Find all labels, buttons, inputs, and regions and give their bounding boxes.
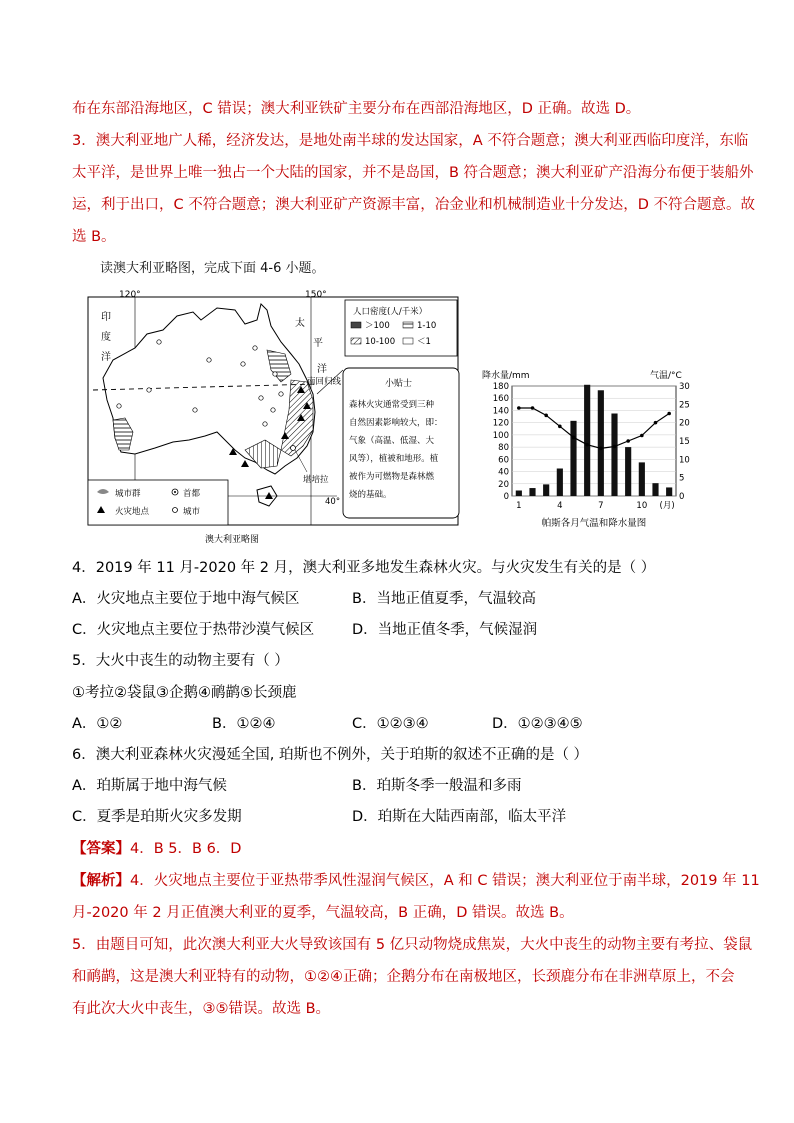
legend-city: 城市 [183,507,201,517]
precip-tick-label: 0 [503,492,509,502]
precip-tick-label: 140 [492,406,509,417]
analysis-line-2: 3．澳大利亚地广人稀，经济发达，是地处南半球的发达国家，A 不符合题意；澳大利亚西临印度洋，东临 [72,133,749,149]
lat-40-label: 40° [325,497,341,507]
x-tick-label: 1 [516,501,522,511]
precip-axis-label: 降水量/mm [482,371,530,381]
q6-option-b: B．珀斯冬季一般温和多雨 [352,778,522,794]
q4-option-a: A．火灾地点主要位于地中海气候区 [72,591,300,607]
q6-option-c: C．夏季是珀斯火灾多发期 [72,809,242,825]
precip-tick-label: 80 [498,443,509,454]
legend-fire: 火灾地点 [115,507,150,517]
precip-tick-label: 160 [492,394,509,405]
lon-150-label: 150° [305,290,327,300]
perth-climate-chart [480,360,720,540]
temperature-point [531,406,535,410]
precip-bar [598,390,604,496]
analysis-line-5: 有此次大火中丧生，③⑤错误。故选 B。 [72,1001,331,1017]
q5-option-d: D．①②③④⑤ [492,716,583,732]
lon-120-label: 120° [119,290,141,300]
density-legend-item: ＞100 [365,321,390,331]
temperature-point [599,447,603,451]
tropic-label: 南回归线 [307,377,342,387]
tip-line: 气象（高温、低湿、大 [349,436,435,446]
q4-option-b: B．当地正值夏季，气温较高 [352,591,536,607]
temperature-point [640,434,644,438]
q5-option-c: C．①②③④ [352,716,429,732]
australia-map [85,290,465,550]
temperature-point [626,439,630,443]
q5-stem: 5．大火中丧生的动物主要有（ ） [72,653,289,669]
x-tick-label: 7 [598,501,604,511]
ocean-char: 太 [295,318,305,329]
analysis-line-4: 运，利于出口，C 不符合题意；澳大利亚矿产资源丰富，冶金业和机械制造业十分发达，D 不符合题意。故 [72,197,756,213]
precip-bar [666,487,672,496]
density-legend-title: 人口密度(人/千米） [353,307,428,317]
analysis-tag: 【解析】 [72,873,130,889]
map-caption: 澳大利亚略图 [205,535,260,545]
q6-stem: 6．澳大利亚森林火灾漫延全国, 珀斯也不例外，关于珀斯的叙述不正确的是（ ） [72,747,589,763]
tip-title: 小贴士 [385,379,413,389]
ocean-char: 印 [101,312,111,323]
answer-tag: 【答案】 [72,841,130,857]
chart-frame [512,386,676,496]
q4-stem: 4．2019 年 11 月-2020 年 2 月，澳大利亚多地发生森林火灾。与火灾发生有关的是（ ） [72,560,656,576]
precip-bar [652,483,658,496]
ocean-char: 度 [101,332,111,343]
analysis-line-1 [72,871,760,891]
ocean-char: 洋 [101,352,111,363]
precip-bar [570,421,576,496]
temp-tick-label: 5 [679,473,685,484]
ocean-char: 洋 [317,364,327,375]
temp-tick-label: 20 [679,418,690,429]
temperature-point [585,443,589,447]
temp-axis-label: 气温/°C [650,371,682,381]
temperature-point [654,421,658,425]
canberra-label: 堪培拉 [303,475,329,485]
legend-city-cluster: 城市群 [115,489,141,499]
tip-line: 被作为可燃物是森林燃 [349,472,435,482]
density-legend-item: ＜1 [417,337,431,347]
q4-option-c: C．火灾地点主要位于热带沙漠气候区 [72,622,315,638]
analysis-line-4: 和鸸鹋，这是澳大利亚特有的动物，①②④正确；企鹅分布在南极地区，长颈鹿分布在非洲草原上，不会 [72,969,735,985]
precip-tick-label: 20 [498,479,509,490]
analysis-text: 4．火灾地点主要位于亚热带季风性湿润气候区，A 和 C 错误；澳大利亚位于南半球，2019 年 11 [130,873,760,889]
analysis-line-1: 布在东部沿海地区，C 错误；澳大利亚铁矿主要分布在西部沿海地区，D 正确。故选 D。 [72,101,641,117]
temp-tick-label: 15 [679,437,690,447]
temperature-point [558,425,562,429]
answer-text: 4．B 5．B 6．D [130,841,242,857]
precip-bar [625,447,631,496]
answer-line [72,839,241,859]
q5-items: ①考拉②袋鼠③企鹅④鸸鹋⑤长颈鹿 [72,685,297,701]
precip-bar [516,491,522,497]
analysis-line-2: 月-2020 年 2 月正值澳大利亚的夏季，气温较高，B 正确，D 错误。故选 B。 [72,905,574,921]
tip-line: 风等），植被和地形。植 [349,454,439,464]
q6-option-a: A．珀斯属于地中海气候 [72,778,227,794]
precip-bar [529,488,535,496]
analysis-line-3: 太平洋，是世界上唯一独占一个大陆的国家，并不是岛国，B 符合题意；澳大利亚矿产沿海分布便于装船外 [72,165,754,181]
temperature-line [519,408,669,448]
precip-tick-label: 100 [492,430,509,441]
precip-bar [543,484,549,496]
temp-tick-label: 10 [679,455,690,466]
tip-line: 烧的基础。 [349,490,392,500]
temp-tick-label: 0 [679,492,685,502]
temperature-point [667,412,671,416]
legend-capital: 首都 [183,489,201,499]
precip-tick-label: 120 [492,418,509,429]
temperature-point [572,436,576,440]
tip-line: 自然因素影响较大，即： [349,418,443,428]
q4-option-d: D．当地正值冬季，气候湿润 [352,622,538,638]
q5-option-a: A．①② [72,716,123,732]
precip-bar [557,469,563,497]
precip-bar [584,385,590,496]
precip-tick-label: 60 [498,455,509,466]
precip-tick-label: 40 [498,467,509,478]
chart-title: 帕斯各月气温和降水量图 [541,518,647,529]
temp-tick-label: 30 [679,382,690,392]
x-tick-label: 4 [557,501,563,511]
temperature-point [613,445,617,449]
temperature-point [544,414,548,418]
temperature-point [517,406,521,410]
reading-intro: 读澳大利亚略图，完成下面 4-6 小题。 [100,261,325,276]
temp-tick-label: 25 [679,400,690,411]
tip-line: 森林火灾通常受到三种 [349,400,435,410]
precip-tick-label: 180 [492,382,509,392]
q5-option-b: B．①②④ [212,716,276,732]
ocean-char: 平 [313,338,323,349]
q6-option-d: D．珀斯在大陆西南部，临太平洋 [352,809,567,825]
precip-bar [639,462,645,496]
density-legend-item: 1-10 [417,321,437,331]
x-unit-label: (月) [659,501,675,511]
precip-bar [611,414,617,497]
x-tick-label: 10 [636,501,648,511]
density-legend-item: 10-100 [365,337,396,347]
analysis-line-5: 选 B。 [72,229,116,245]
analysis-line-3: 5．由题目可知，此次澳大利亚大火导致该国有 5 亿只动物烧成焦炭，大火中丧生的动物主要有考拉、袋鼠 [72,937,753,953]
